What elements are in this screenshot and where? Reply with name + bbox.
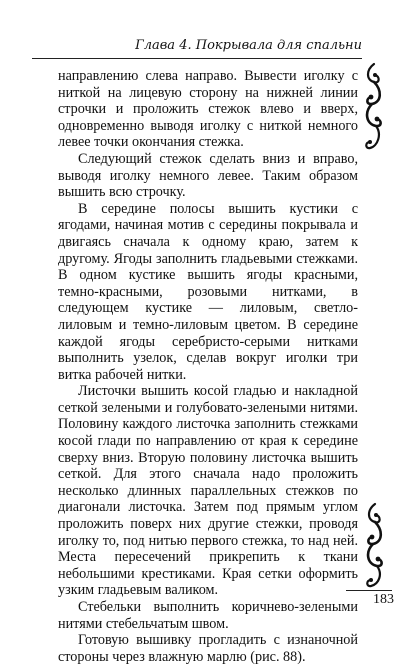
- page-number: 183: [373, 592, 394, 607]
- running-head: Глава 4. Покрывала для спальни: [135, 38, 362, 53]
- header-rule: [32, 58, 362, 59]
- scroll-flourish-icon: [360, 62, 388, 154]
- paragraph: Листочки вышить косой гладью и накладной сеткой зелеными и голубовато-зелеными нитями. Половину каждого листочка заполнить стежками косой глади по направлению от края к середине сверху вниз. Вторую половину листочка вышить сеткой. Для этого сначала надо проложить несколько длинных параллельных стежков по диагонали листочка. Затем под прямым углом проложить поверх них другие стежки, проводя иголку то, под нитью первого стежка, то над ней. Места пересечений прикрепить к ткани небольшими крестиками. Края сетки оформить узким гладьевым валиком.: [58, 383, 358, 599]
- paragraph: направлению слева направо. Вывести иголку с ниткой на лицевую сторону на нижней линии строчки и проложить стежок влево и вверх, одновременно выводя иголку с ниткой немного левее точки окончания стежка.: [58, 68, 358, 151]
- paragraph: Готовую вышивку прогладить с изнаночной стороны через влажную марлю (рис. 88).: [58, 632, 358, 665]
- scroll-flourish-icon: [362, 502, 388, 592]
- paragraph: В середине полосы вышить кустики с ягодами, начиная мотив с середины покрывала и двигаясь сначала к одному краю, затем к другому. Ягоды заполнить гладьевыми стежками. В одном кустике вышить ягоды красными, темно-красными, розовыми нитками, в следующем кустике — лиловым, светло-лиловым и темно-лиловым цветом. В середине каждой ягоды серебристо-серыми нитками выполнить узелок, сделав вокруг иголки три витка рабочей нитки.: [58, 200, 358, 383]
- footer-rule: [346, 590, 392, 591]
- body-text: [58, 68, 358, 665]
- paragraph: Следующий стежок сделать вниз и вправо, выводя иголку немного левее. Таким образом вышить всю строчку.: [58, 150, 358, 201]
- paragraph: Стебельки выполнить коричнево-зелеными нитями стебельчатым швом.: [58, 599, 358, 632]
